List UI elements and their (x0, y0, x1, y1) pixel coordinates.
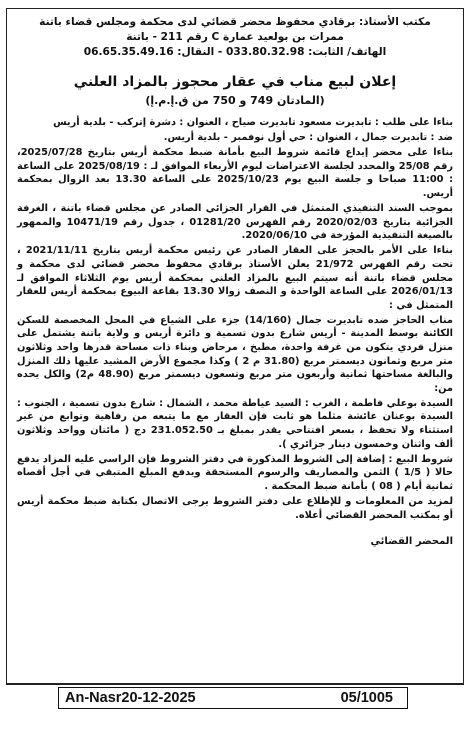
bailiff-signature: المحضر القضائي (370, 536, 453, 548)
bottom-rule (6, 684, 464, 685)
office-phone: الهاتف/ الثابت: 033.80.32.98 - النقال: 06.65.35.49.16 (83, 46, 387, 58)
paragraph-property-description: مناب الحاجز ضده تابديرت جمال (14/160) جزء على الشياع في المحل المخصصة للسكن الكائنة بوسط المدينة - أريس شارع بدون تسمية و دائرة أريس و ولاية باتنة يشتمل على منزل فردي يتكون من غرفة واحدة، مطبخ ، مرحاض وبناء ذات مساحة قدرها واحد وثلاثون متر مربع وثمانون ديسمتر مربع (31.80 م 2 ) وكذا مجموع الأرض المشيد عليها ذلك المنزل والبالغة مساحتها ثمانية وأربعون متر مربع وتسعون ديسمتر مربع (48.90 م2) والكل يحده من: (17, 314, 453, 394)
paragraph-defendant: ضد : تابديرت جمال ، العنوان : حي أول نوفمبر - بلدية أريس. (163, 132, 453, 144)
paragraph-applicant: بناءا على طلب : تابديرت مسعود تابديرت صياح ، العنوان : دشرة إتركب - بلدية أريس (53, 117, 453, 128)
paragraph-contact-info: لمزيد من المعلومات و للإطلاع على دفتر الشروط يرجى الاتصال بكتابة ضبط محكمة أريس أو بمكتب المحضر القضائي أعلاه. (17, 496, 453, 521)
office-address: ممرات بن بولعيد عمارة C رقم 211 - باتنة (126, 31, 344, 43)
notice-reference: 05/1005 (340, 690, 393, 706)
publication-footer (58, 687, 408, 709)
paragraph-seizure-order: بناءا على الأمر بالحجز على العقار الصادر عن رئيس محكمة أريس بتاريخ 2021/11/11 ، تحت رقم الفهرس 21/972 يعلن الأستاذ برقادي محفوظ محضر قضائي لدى محكمة و مجلس قضاء باتنة أنه سيتم البيع بالمزاد العلني بمحكمة أريس يوم الثلاثاء الموافق لـ 2026/01/13 على الساعة الواحدة و النصف زوالا 13.30 بقاعة البيوع بمحكمة أريس للعقار المتمثل في : (17, 245, 454, 311)
paragraph-boundaries-price: السيدة بوعلي فاطمة ، الغرب : السيد عياطة محمد ، الشمال : شارع بدون تسمية ، الجنوب : السيدة بوعنان عائشة مثلما هو ثابت فإن العقار مع ما يتبعه من رفاهية وتوابع من غير استثناء ولا تحفظ ، بسعر افتتاحي يقدر بمبلغ بـ 231.052.50 دج ( مائتان وواحد وثلاثون ألف واثنان وخمسون دينار جزائري ). (17, 397, 453, 450)
publication-date: An-Nasr20-12-2025 (65, 690, 196, 706)
notice-subtitle: (المادتان 749 و 750 من ق.إ.م.إ) (145, 94, 325, 107)
paragraph-sale-conditions: شروط البيع : إضافة إلى الشروط المذكورة في دفتر الشروط فإن الراسي عليه المزاد يدفع حالا ( 1/5 ) الثمن والمصاريف والرسوم المستحقة ويدفع المبلغ المتبقي في أجل أقصاه ثمانية أيام ( 08 ) بأمانة ضبط المحكمة . (17, 453, 453, 492)
paragraph-executive-title: بموجب السند التنفيذي المتمثل في القرار الجزائي الصادر عن مجلس قضاء باتنة ، الغرفة الجزائية بتاريخ 2020/02/03 رقم الفهرس 01281/20 ، جدول رقم 10471/19 والممهور بالصيغة التنفيذية المؤرخة في 2020/06/10. (17, 203, 453, 242)
office-header: مكتب الأستاذ: برقادي محفوظ محضر قضائي لدى محكمة ومجلس قضاء باتنة (39, 16, 431, 28)
notice-frame (6, 8, 464, 684)
notice-title: إعلان لبيع مناب في عقار محجوز بالمزاد العلني (73, 74, 397, 90)
paragraph-conditions-deposit: بناءا على محضر إيداع قائمة شروط البيع بأمانة ضبط محكمة أريس بتاريخ 2025/07/28، رقم 25/08 والمحدد لجلسة الاعتراضات ليوم الأربعاء الموافق لـ : 2025/08/19 على الساعة : 11:00 صباحا و جلسة البيع يوم 2025/10/23 على الساعة 13.30 بعد الزوال بمحكمة أريس. (17, 147, 453, 199)
